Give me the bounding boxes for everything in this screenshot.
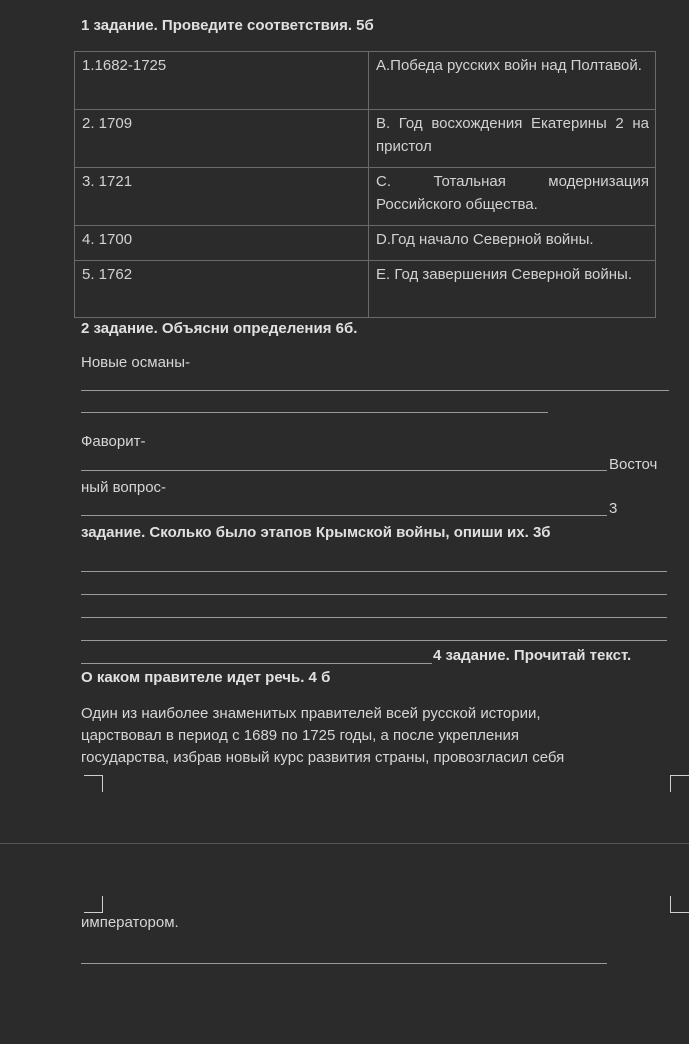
task4-text-end: императором.: [81, 914, 179, 931]
task4-title-end: О каком правителе идет речь. 4 б: [81, 669, 331, 686]
table-cell-date: 1.1682-1725: [75, 52, 369, 110]
table-cell-event: С. Тотальная модернизация Российского общества.: [369, 168, 656, 226]
task3-number: 3: [609, 500, 618, 517]
table-cell-date: 3. 1721: [75, 168, 369, 226]
answer-line: [81, 594, 667, 595]
task1-title: 1 задание. Проведите соответствия. 5б: [81, 17, 374, 34]
task3-title: задание. Сколько было этапов Крымской войны, опиши их. 3б: [81, 524, 551, 541]
answer-line: [81, 571, 667, 572]
term-new-ottomans: Новые османы-: [81, 354, 190, 371]
answer-line: [81, 617, 667, 618]
answer-line: [81, 515, 607, 516]
task4-text-line: государства, избрав новый курс развития страны, провозгласил себя: [81, 749, 565, 766]
table-cell-event: Е. Год завершения Северной войны.: [369, 261, 656, 318]
table-cell-event: А.Победа русских войн над Полтавой.: [369, 52, 656, 110]
margin-corner-mark: [670, 775, 689, 792]
term-eastern-question-end: ный вопрос-: [81, 479, 167, 496]
task4-title-start: 4 задание. Прочитай текст.: [433, 647, 632, 664]
margin-corner-mark: [84, 896, 103, 913]
page-break: [0, 843, 689, 844]
table-cell-event: D.Год начало Северной войны.: [369, 226, 656, 261]
term-favorite: Фаворит-: [81, 433, 146, 450]
answer-line: [81, 470, 607, 471]
answer-line: [81, 963, 607, 964]
margin-corner-mark: [670, 896, 689, 913]
answer-line: [81, 390, 669, 391]
table-row: [75, 226, 656, 261]
table-row: [75, 261, 656, 318]
task4-text-line: Один из наиболее знаменитых правителей всей русской истории,: [81, 705, 541, 722]
table-cell-event: В. Год восхождения Екатерины 2 на пристол: [369, 110, 656, 168]
table-cell-date: 5. 1762: [75, 261, 369, 318]
term-eastern-question-start: Восточ: [609, 456, 658, 473]
table-row: [75, 110, 656, 168]
table-cell-date: 4. 1700: [75, 226, 369, 261]
matching-table: [74, 51, 656, 318]
answer-line: [81, 412, 548, 413]
margin-corner-mark: [84, 775, 103, 792]
table-cell-date: 2. 1709: [75, 110, 369, 168]
task4-text-line: царствовал в период с 1689 по 1725 годы, а после укрепления: [81, 727, 519, 744]
answer-line: [81, 640, 667, 641]
table-row: [75, 52, 656, 110]
answer-line: [81, 663, 432, 664]
task2-title: 2 задание. Объясни определения 6б.: [81, 320, 358, 337]
table-row: [75, 168, 656, 226]
